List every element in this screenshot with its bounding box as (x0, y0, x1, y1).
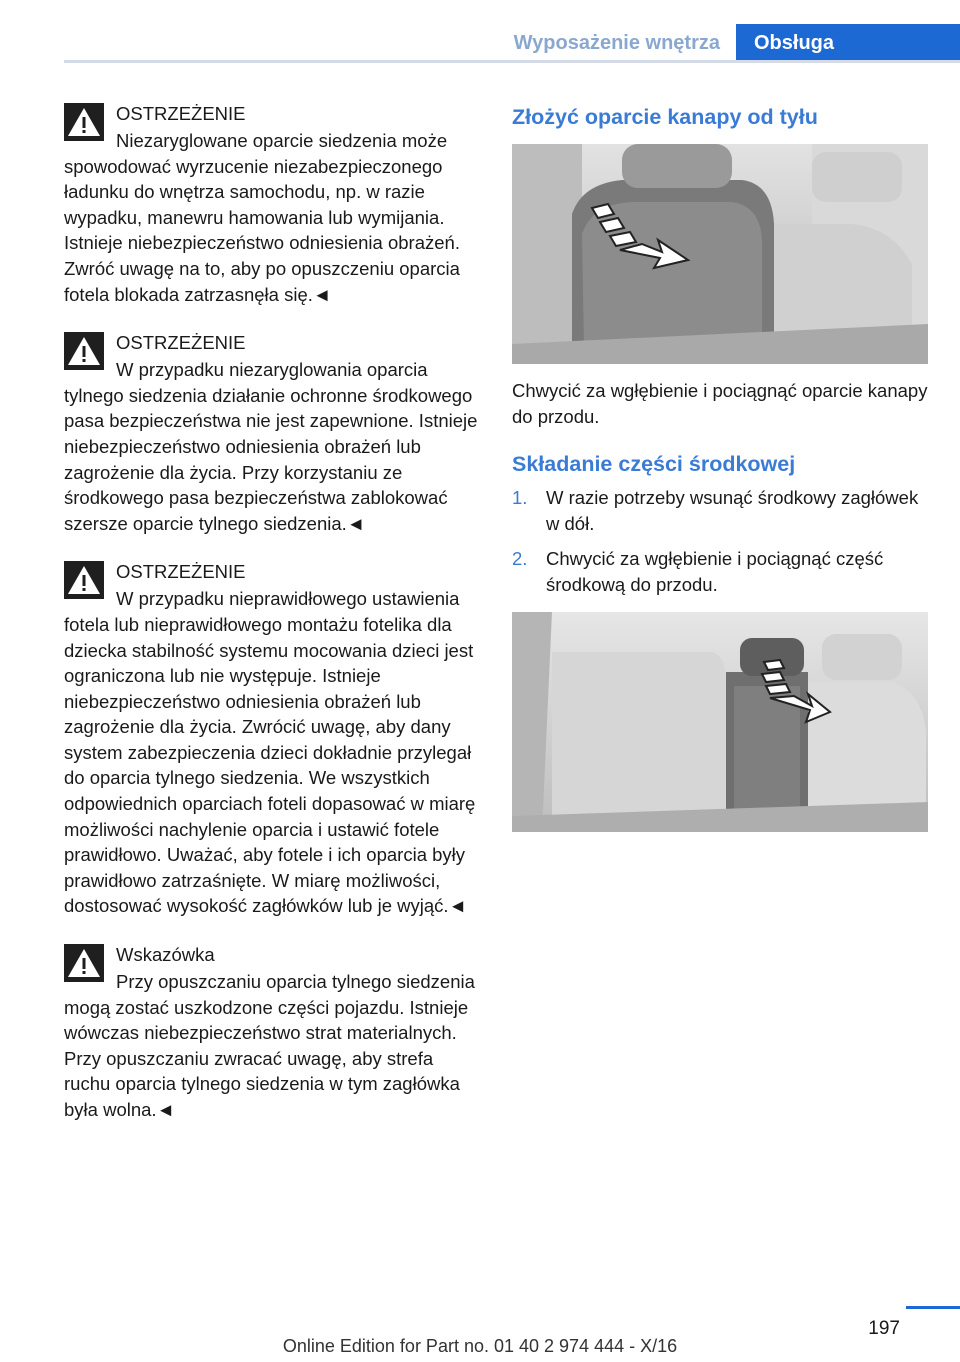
warning-triangle-icon (64, 103, 104, 141)
footer-rule (906, 1306, 960, 1309)
warning-title: OSTRZEŻENIE (116, 103, 246, 124)
warning-text: W przypadku niezaryglowania oparcia tylnego siedzenia działanie ochronne środkowego pasa bezpieczeństwa nie jest zapewnione. Istnieje niebezpieczeństwo odniesienia obrażeń lub zagrożenie dla życia. Przy korzystaniu ze środkowego pasa bezpieczeństwa zablokować szersze oparcie tylnego siedzenia.◄ (64, 359, 478, 534)
header-section-title: Wyposażenie wnętrza (513, 32, 720, 54)
warning-note-2 (64, 329, 480, 536)
right-column (512, 100, 928, 832)
hint-text: Przy opuszczaniu oparcia tylnego siedzenia mogą zostać uszkodzone części pojazdu. Istnieje wówczas niebezpieczeństwo strat materialnych. Przy opuszczaniu zwracać uwagę, aby strefa ruchu oparcia tylnego siedzenia w tym zagłówka była wolna.◄ (64, 971, 475, 1120)
warning-note-1 (64, 100, 480, 307)
warning-triangle-icon (64, 944, 104, 982)
section-title-fold-from-rear: Złożyć oparcie kanapy od tyłu (512, 105, 818, 129)
left-column (64, 100, 480, 1145)
warning-text: Niezaryglowane oparcie siedzenia może spowodować wyrzucenie niezabezpieczonego ładunku do wnętrza samochodu, np. w razie wypadku, manewru hamowania lub wymijania. Istnieje niebezpieczeństwo odniesienia obrażeń. Zwróć uwagę na to, aby po opuszczeniu oparcia fotela blokada zatrzasnęła się.◄ (64, 130, 460, 305)
warning-triangle-icon (64, 561, 104, 599)
footer-edition: Online Edition for Part no. 01 40 2 974 444 - X/16 (282, 1336, 678, 1356)
header-chapter-tab: Obsługa (736, 24, 960, 62)
list-item (512, 546, 928, 597)
hint-note (64, 941, 480, 1123)
warning-title: OSTRZEŻENIE (116, 332, 246, 354)
header-rule (64, 60, 960, 63)
warning-title: OSTRZEŻENIE (116, 561, 246, 583)
warning-triangle-icon (64, 332, 104, 370)
step-number: 2. (512, 548, 528, 570)
step-text: Chwycić za wgłębienie i pociągnąć część środkową do przodu. (546, 548, 884, 595)
warning-note-3 (64, 558, 480, 919)
page-number: 197 (868, 1318, 900, 1339)
section-title-fold-center: Składanie części środkowej (512, 452, 796, 477)
list-item (512, 485, 928, 536)
steps-list (512, 485, 928, 597)
step-text: W razie potrzeby wsunąć środkowy zagłówek w dół. (546, 487, 919, 534)
center-section-fold-photo (512, 612, 928, 832)
warning-text: W przypadku nieprawidłowego ustawienia fotela lub nieprawidłowego montażu fotelika dla dziecka stabilność systemu mocowania dzieci jest ograniczona lub nie występuje. Istnieje niebezpieczeństwo odniesienia obrażeń lub zagrożenie dla życia. Zwrócić uwagę, aby dany system zabezpieczenia dzieci dokładnie przylegał do oparcia tylnego siedzenia. We wszystkich odpowiednich oparciach foteli dopasować w miarę możliwości nachylenie oparcia i ustawić fotele prawidłowo. Uważać, aby fotele i ich oparcia były prawidłowo zatrzaśnięte. W miarę możliwości, dostosować wysokość zagłówków lub je wyjąć.◄ (64, 588, 476, 917)
step-number: 1. (512, 487, 528, 509)
hint-title: Wskazówka (116, 944, 215, 966)
fold-instruction: Chwycić za wgłębienie i pociągnąć oparcie kanapy do przodu. (512, 380, 928, 427)
rear-seat-fold-photo (512, 144, 928, 364)
